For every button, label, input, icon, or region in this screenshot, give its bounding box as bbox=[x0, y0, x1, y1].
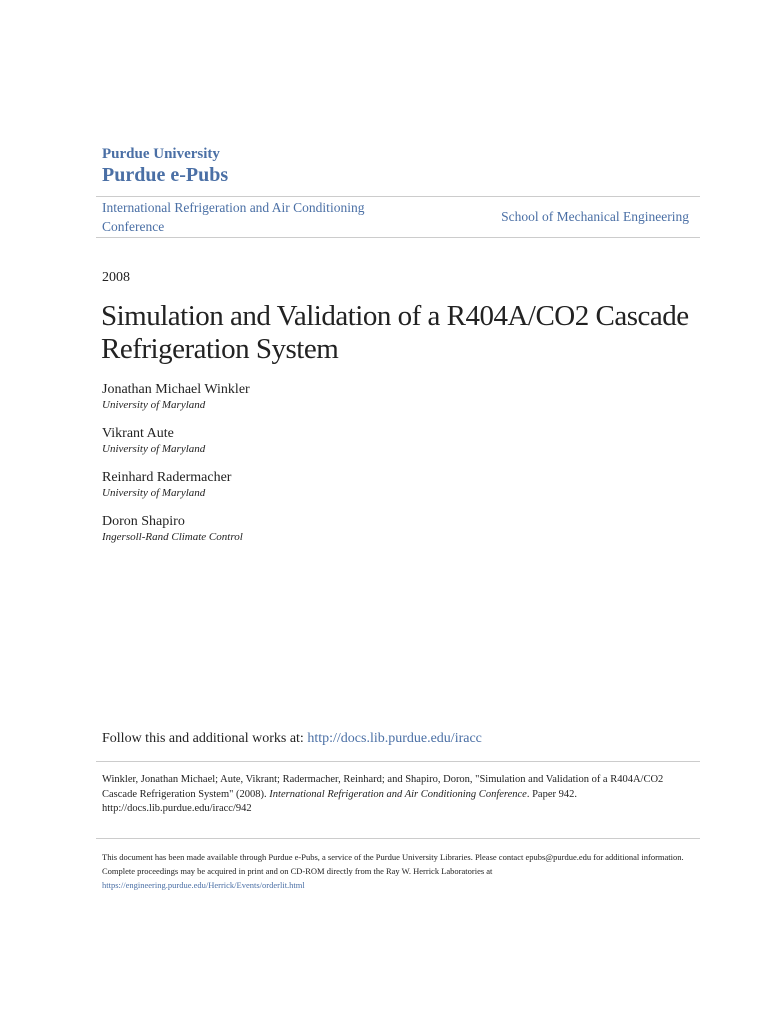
note-line-2: Complete proceedings may be acquired in print and on CD-ROM directly from the Ray W. Herrick Laboratories at bbox=[102, 866, 493, 876]
author-name: Jonathan Michael Winkler bbox=[102, 382, 250, 397]
citation bbox=[102, 773, 692, 817]
author-affiliation: Ingersoll-Rand Climate Control bbox=[102, 531, 243, 543]
follow-link[interactable]: http://docs.lib.purdue.edu/iracc bbox=[307, 731, 482, 746]
author-list bbox=[102, 381, 250, 557]
citation-text: Winkler, Jonathan Michael; Aute, Vikrant; Radermacher, Reinhard; and Shapiro, Doron, "Simulation and Validation of a R404A/CO2 Cascade Refrigeration System" (2008). bbox=[102, 774, 664, 800]
availability-note bbox=[102, 850, 692, 892]
citation-journal: International Refrigeration and Air Conditioning Conference bbox=[269, 788, 527, 800]
author bbox=[102, 469, 250, 501]
author-affiliation: University of Maryland bbox=[102, 487, 206, 499]
author bbox=[102, 513, 250, 545]
paper-title: Simulation and Validation of a R404A/CO2 Cascade Refrigeration System bbox=[101, 300, 689, 365]
author-name: Reinhard Radermacher bbox=[102, 470, 232, 485]
bottom-divider bbox=[96, 237, 700, 238]
herrick-orderlit-link[interactable]: https://engineering.purdue.edu/Herrick/Events/orderlit.html bbox=[102, 880, 305, 890]
author bbox=[102, 381, 250, 413]
citation-url: http://docs.lib.purdue.edu/iracc/942 bbox=[102, 803, 252, 814]
citation-paper-number: . Paper 942. bbox=[526, 788, 577, 800]
conference-link[interactable]: International Refrigeration and Air Conditioning Conference bbox=[102, 200, 365, 234]
top-divider bbox=[96, 196, 700, 197]
note-divider bbox=[96, 838, 700, 839]
follow-line bbox=[102, 731, 482, 747]
author-name: Doron Shapiro bbox=[102, 514, 185, 529]
header bbox=[102, 145, 228, 187]
note-line-1: This document has been made available through Purdue e-Pubs, a service of the Purdue University Libraries. Please contact epubs@purdue.edu for additional information. bbox=[102, 852, 684, 862]
school-link[interactable]: School of Mechanical Engineering bbox=[501, 209, 689, 224]
author-name: Vikrant Aute bbox=[102, 426, 174, 441]
author-affiliation: University of Maryland bbox=[102, 399, 206, 411]
author-affiliation: University of Maryland bbox=[102, 443, 206, 455]
purdue-epubs-link[interactable]: Purdue e-Pubs bbox=[102, 164, 229, 186]
publication-year: 2008 bbox=[102, 270, 130, 285]
university-name: Purdue University bbox=[102, 146, 220, 162]
author bbox=[102, 425, 250, 457]
follow-text: Follow this and additional works at: bbox=[102, 731, 308, 746]
citation-divider bbox=[96, 761, 700, 762]
